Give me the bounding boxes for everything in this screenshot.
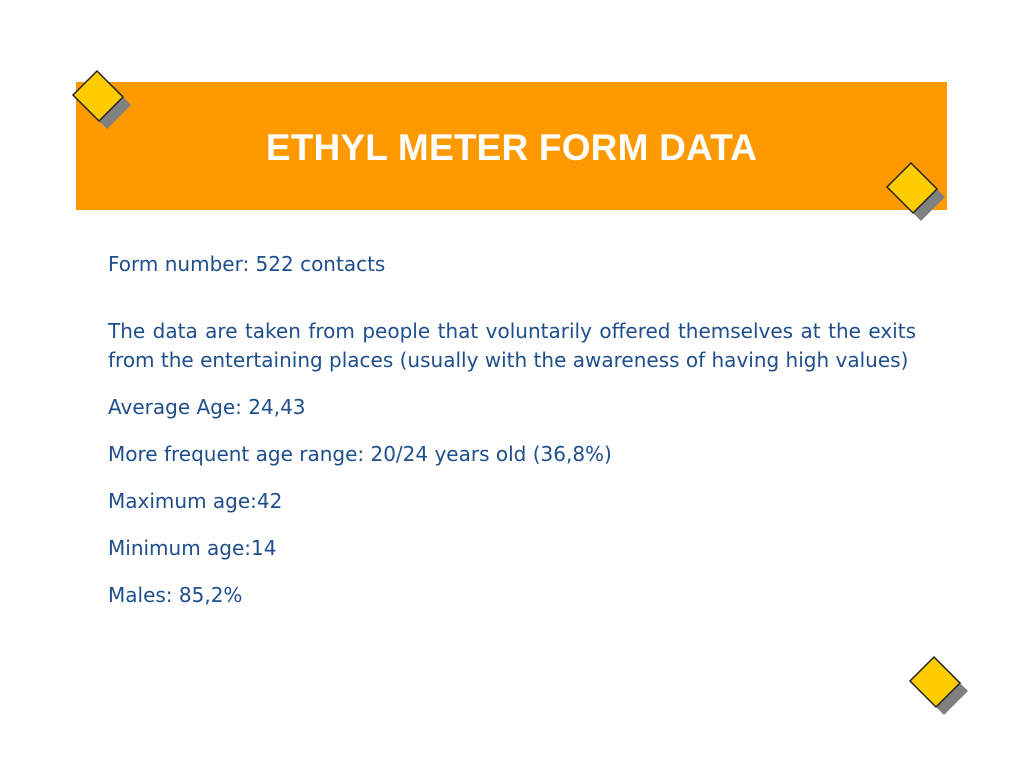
- description-text: The data are taken from people that voluntarily offered themselves at the exits from the entertaining places (usually with the awareness of having high values): [108, 319, 916, 372]
- yellow-diamond-icon: [907, 654, 957, 704]
- minimum-age-text: Minimum age:14: [108, 536, 277, 560]
- form-number-text: Form number: 522 contacts: [108, 252, 386, 276]
- maximum-age-text: Maximum age:42: [108, 489, 283, 513]
- males-text: Males: 85,2%: [108, 583, 243, 607]
- yellow-diamond-icon: [70, 68, 120, 118]
- frequent-age-range-text: More frequent age range: 20/24 years old (36,8%): [108, 442, 612, 466]
- title-banner: [76, 82, 947, 210]
- slide-title: ETHYL METER FORM DATA: [265, 127, 758, 168]
- yellow-diamond-icon: [884, 160, 934, 210]
- slide-content: [108, 250, 916, 628]
- average-age-text: Average Age: 24,43: [108, 395, 306, 419]
